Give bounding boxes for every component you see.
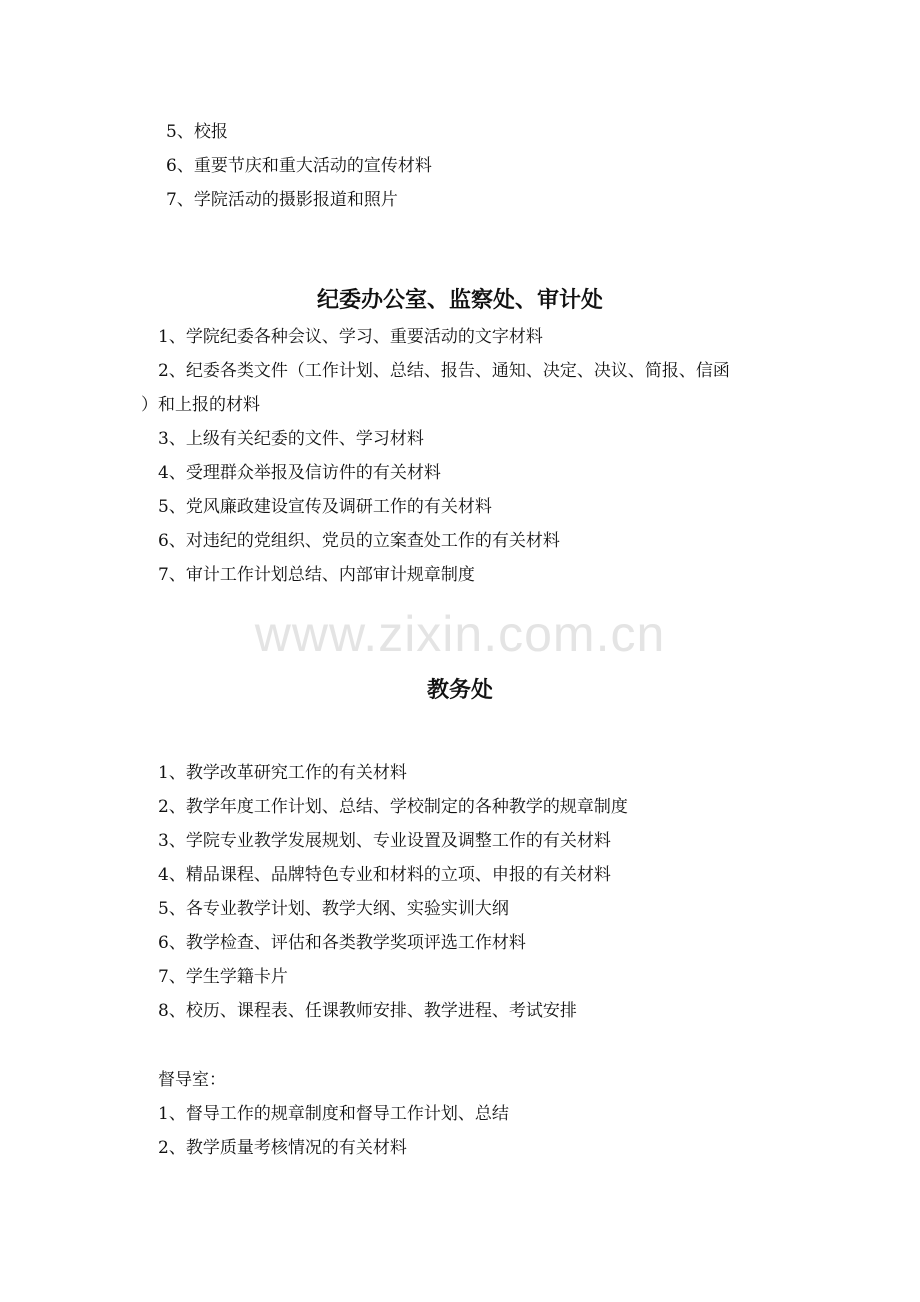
section-heading-discipline: 纪委办公室、监察处、审计处 — [316, 288, 603, 313]
list-item: 2、教学年度工作计划、总结、学校制定的各种教学的规章制度 — [158, 797, 628, 817]
list-item: 2、教学质量考核情况的有关材料 — [158, 1138, 407, 1158]
list-item: 6、重要节庆和重大活动的宣传材料 — [166, 156, 432, 176]
list-item: 4、精品课程、品牌特色专业和材料的立项、申报的有关材料 — [158, 865, 611, 885]
list-item: 1、学院纪委各种会议、学习、重要活动的文字材料 — [158, 327, 543, 347]
list-item: 2、纪委各类文件（工作计划、总结、报告、通知、决定、决议、简报、信函 — [158, 361, 730, 381]
list-item: 7、学生学籍卡片 — [158, 967, 288, 987]
list-item: 6、对违纪的党组织、党员的立案查处工作的有关材料 — [158, 531, 560, 551]
list-item-continuation: ）和上报的材料 — [141, 395, 260, 415]
list-item: 6、教学检查、评估和各类教学奖项评选工作材料 — [158, 933, 526, 953]
list-item: 1、督导工作的规章制度和督导工作计划、总结 — [158, 1104, 509, 1124]
list-item: 1、教学改革研究工作的有关材料 — [158, 763, 407, 783]
list-item: 4、受理群众举报及信访件的有关材料 — [158, 463, 441, 483]
list-item: 7、学院活动的摄影报道和照片 — [166, 190, 398, 210]
subsection-title-supervision: 督导室： — [158, 1070, 226, 1090]
list-item: 7、审计工作计划总结、内部审计规章制度 — [158, 565, 475, 585]
list-item: 5、党风廉政建设宣传及调研工作的有关材料 — [158, 497, 492, 517]
list-item: 5、各专业教学计划、教学大纲、实验实训大纲 — [158, 899, 509, 919]
list-item: 3、学院专业教学发展规划、专业设置及调整工作的有关材料 — [158, 831, 611, 851]
list-item: 3、上级有关纪委的文件、学习材料 — [158, 429, 424, 449]
list-item: 5、校报 — [166, 122, 228, 142]
watermark: www.zixin.com.cn — [254, 606, 666, 662]
list-item: 8、校历、课程表、任课教师安排、教学进程、考试安排 — [158, 1001, 577, 1021]
section-heading-academic: 教务处 — [426, 678, 493, 703]
